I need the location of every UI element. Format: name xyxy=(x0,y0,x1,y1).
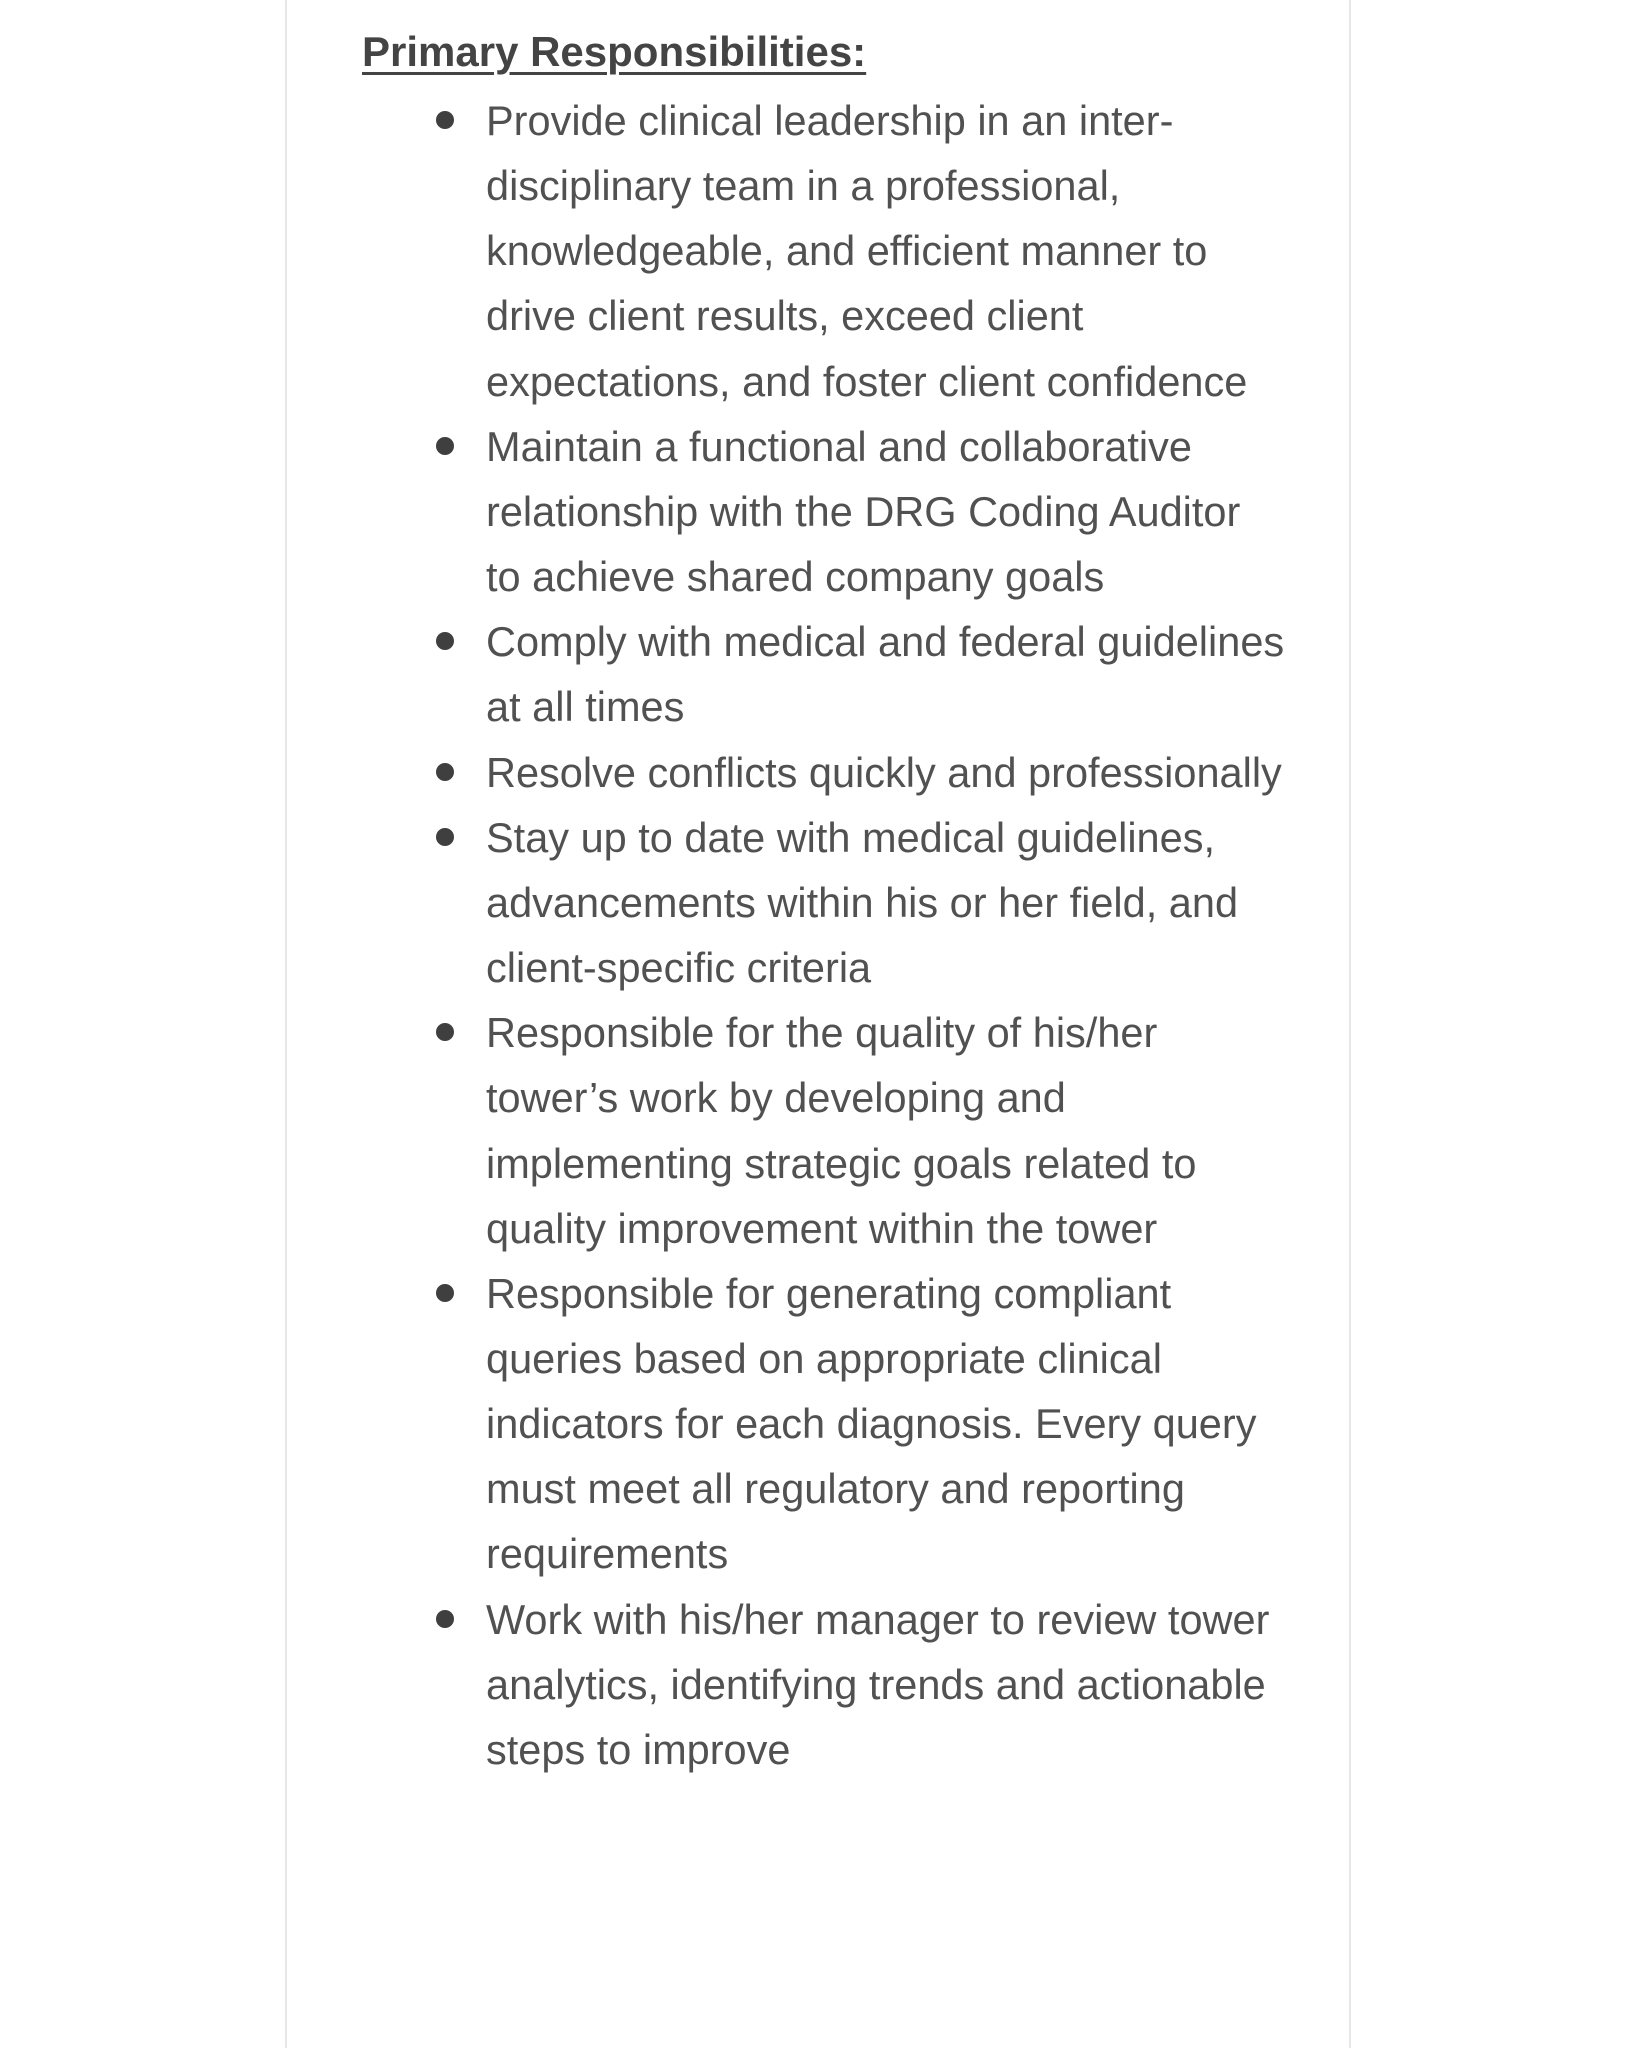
list-item-text: Resolve conflicts quickly and professionally xyxy=(486,748,1282,796)
list-item xyxy=(486,1261,1286,1587)
list-item xyxy=(486,1587,1286,1782)
list-item-text: Responsible for the quality of his/her tower’s work by developing and implementing strategic goals related to quality improvement within the tower xyxy=(486,1009,1197,1252)
list-item-text: Comply with medical and federal guidelines at all times xyxy=(486,618,1285,731)
responsibilities-list xyxy=(486,88,1286,1782)
section-heading: Primary Responsibilities: xyxy=(362,28,867,75)
bullet-icon xyxy=(436,111,454,129)
list-item xyxy=(486,805,1286,1000)
bullet-icon xyxy=(436,1284,454,1302)
list-item-text: Work with his/her manager to review tower analytics, identifying trends and actionable steps to improve xyxy=(486,1595,1270,1773)
list-item xyxy=(486,88,1286,414)
list-item-text: Provide clinical leadership in an inter-disciplinary team in a professional, knowledgeable, and efficient manner to drive client results, exceed client expectations, and foster client confidence xyxy=(486,97,1248,405)
list-item-text: Responsible for generating compliant queries based on appropriate clinical indicators for each diagnosis. Every query must meet all regulatory and reporting requirements xyxy=(486,1269,1257,1578)
bullet-icon xyxy=(436,437,454,455)
list-item xyxy=(486,1000,1286,1261)
bullet-icon xyxy=(436,1610,454,1628)
list-item-text: Stay up to date with medical guidelines, advancements within his or her field, and client-specific criteria xyxy=(486,813,1239,992)
list-item xyxy=(486,740,1286,805)
bullet-icon xyxy=(436,828,454,846)
bullet-icon xyxy=(436,763,454,781)
list-item-text: Maintain a functional and collaborative relationship with the DRG Coding Auditor to achieve shared company goals xyxy=(486,422,1241,601)
list-item xyxy=(486,609,1286,739)
list-item xyxy=(486,414,1286,609)
